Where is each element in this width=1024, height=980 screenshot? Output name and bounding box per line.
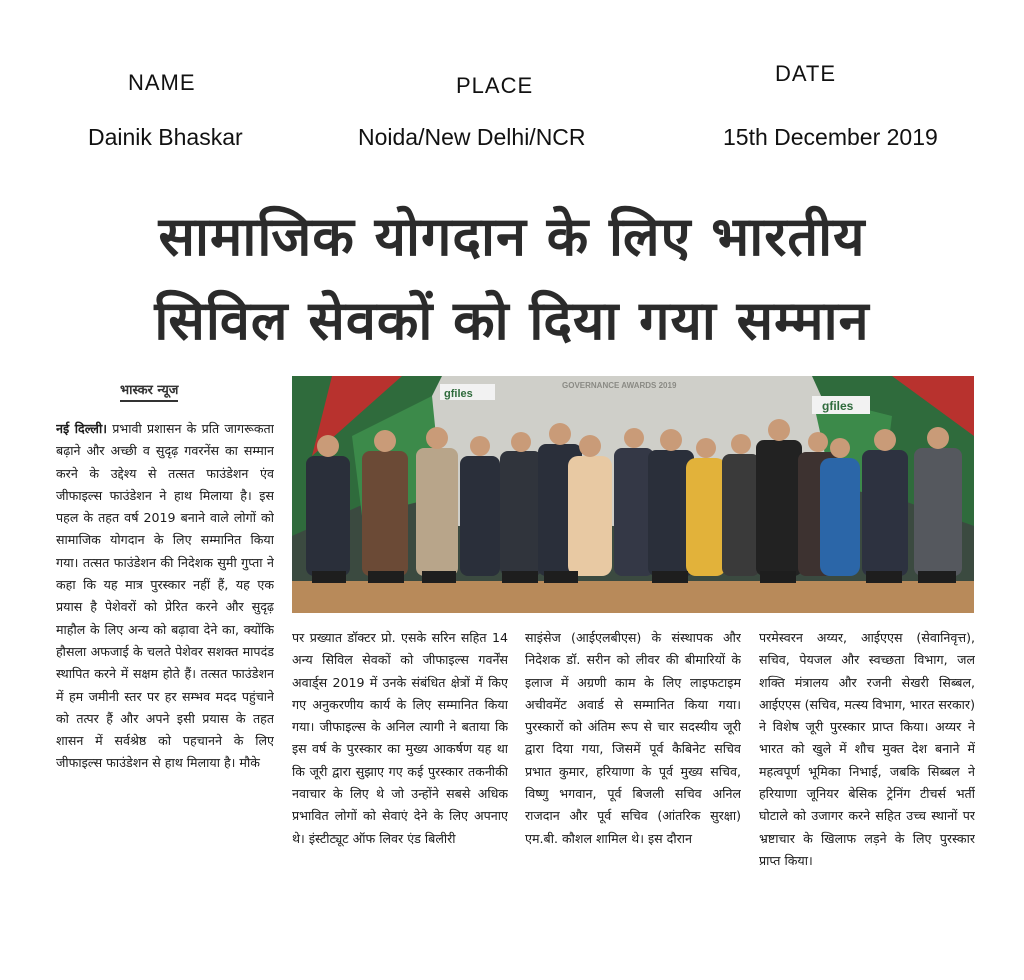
headline-line-2: सिविल सेवकों को दिया गया सम्मान (154, 289, 870, 352)
logo-text-left: gfiles (444, 388, 473, 400)
article-column-3 (525, 627, 741, 923)
byline: भास्कर न्यूज (120, 380, 178, 402)
publication-name: Dainik Bhaskar (88, 124, 243, 150)
photo-illustration (292, 376, 974, 613)
date-label: DATE (775, 61, 837, 86)
dateline: नई दिल्ली। (56, 421, 107, 436)
column-3-text: साइंसेज (आईएलबीएस) के संस्थापक और निदेशक डॉ. सरीन को लीवर की बीमारियों के इलाज में अग्रणी काम के लिए लाइफटाइम अचीवमेंट अवार्ड से सम्मानित किया गया। पुरस्कारों को अंतिम रूप से चार सदस्यीय जूरी द्वारा दिया गया, जिसमें पूर्व कैबिनेट सचिव प्रभात कुमार, हरियाणा के पूर्व मुख्य सचिव, विष्णु भगवान, पूर्व बिजली सचिव अनिल राजदान और पूर्व सचिव (आंतरिक सुरक्षा) एम.बी. कौशल शामिल थे। इस दौरान (525, 630, 741, 846)
logo-text: gfiles (822, 399, 854, 413)
column-2-text: पर प्रख्यात डॉक्टर प्रो. एसके सरिन सहित 14 अन्य सिविल सेवकों को जीफाइल्स गवर्नेंस अवार्ड्स 2019 में उनके संबंधित क्षेत्रों में किए गए अनुकरणीय कार्य के लिए सम्मानित किया गया। जीफाइल्स के अनिल त्यागी ने बताया कि इस वर्ष के पुरस्कार का मुख्य आकर्षण यह था कि जूरी द्वारा सुझाए गए कई पुरस्कार तकनीकी नवाचार के लिए थे जो उन्होंने सबसे अधिक प्रभावित लोगों को सेवाएं देने के लिए अपनाए थे। इंस्टीट्यूट ऑफ लिवर एंड बिलीरी (292, 630, 508, 846)
award-ceremony-photo (292, 376, 974, 613)
stage-floor (292, 581, 974, 613)
article-column-4 (759, 627, 975, 923)
place-label: PLACE (456, 73, 534, 98)
banner-text: GOVERNANCE AWARDS 2019 (562, 381, 677, 390)
publication-date: 15th December 2019 (723, 124, 938, 150)
column-4-text: परमेस्वरन अय्यर, आईएएस (सेवानिवृत्त), सचिव, पेयजल और स्वच्छता विभाग, जल शक्ति मंत्रालय और रजनी सेखरी सिब्बल, आईएएस (सचिव, मत्स्य विभाग, भारत सरकार) ने विशेष जूरी पुरस्कार प्राप्त किया। अय्यर ने भारत को खुले में शौच मुक्त देश बनाने में महत्वपूर्ण भूमिका निभाई, जबकि सिब्बल ने हरियाणा जूनियर बेसिक ट्रेनिंग टीचर्स भर्ती घोटाले को उजागर करने सहित उच्च स्थानों पर भ्रष्टाचार के खिलाफ लड़ने के लिए पुरस्कार प्राप्त किया। (759, 630, 975, 868)
article-column-1 (56, 418, 274, 923)
headline-line-1: सामाजिक योगदान के लिए भारतीय (158, 205, 866, 268)
article-column-2 (292, 627, 508, 923)
name-label: NAME (128, 70, 196, 95)
publication-place: Noida/New Delhi/NCR (358, 124, 586, 150)
column-1-text: प्रभावी प्रशासन के प्रति जागरूकता बढ़ाने और अच्छी व सुदृढ़ गवरनेंस का सम्मान करने के उद्देश्य से तत्सत फाउंडेशन एंव जीफाइल्स फाउंडेशन ने हाथ मिलाया है। इस पहल के तहत वर्ष 2019 बनाने वाले लोगों को सामाजिक योगदान के लिए सम्मानित किया गया। तत्सत फाउंडेशन की निदेशक सुमी गुप्ता ने कहा कि यह मात्र पुरस्कार नहीं हैं, यह एक प्रयास है पेशेवरों को प्रेरित करने और सुदृढ़ माहौल के लिए अन्य को बढ़ावा देने का, क्योंकि हौसला अफजाई के चलते पेशेवर सशक्त मापदंड स्थापित करने में सक्षम होते हैं। तत्सत फाउंडेशन में हम जमीनी स्तर पर हर सम्भव मदद पहुंचाने को तत्पर हैं और अपने इसी प्रयास के तहत शासन में सर्वश्रेष्ठ को पहचानने के लिए जीफाइल्स फाउंडेशन से हाथ मिलाया है। मौके (56, 421, 274, 771)
